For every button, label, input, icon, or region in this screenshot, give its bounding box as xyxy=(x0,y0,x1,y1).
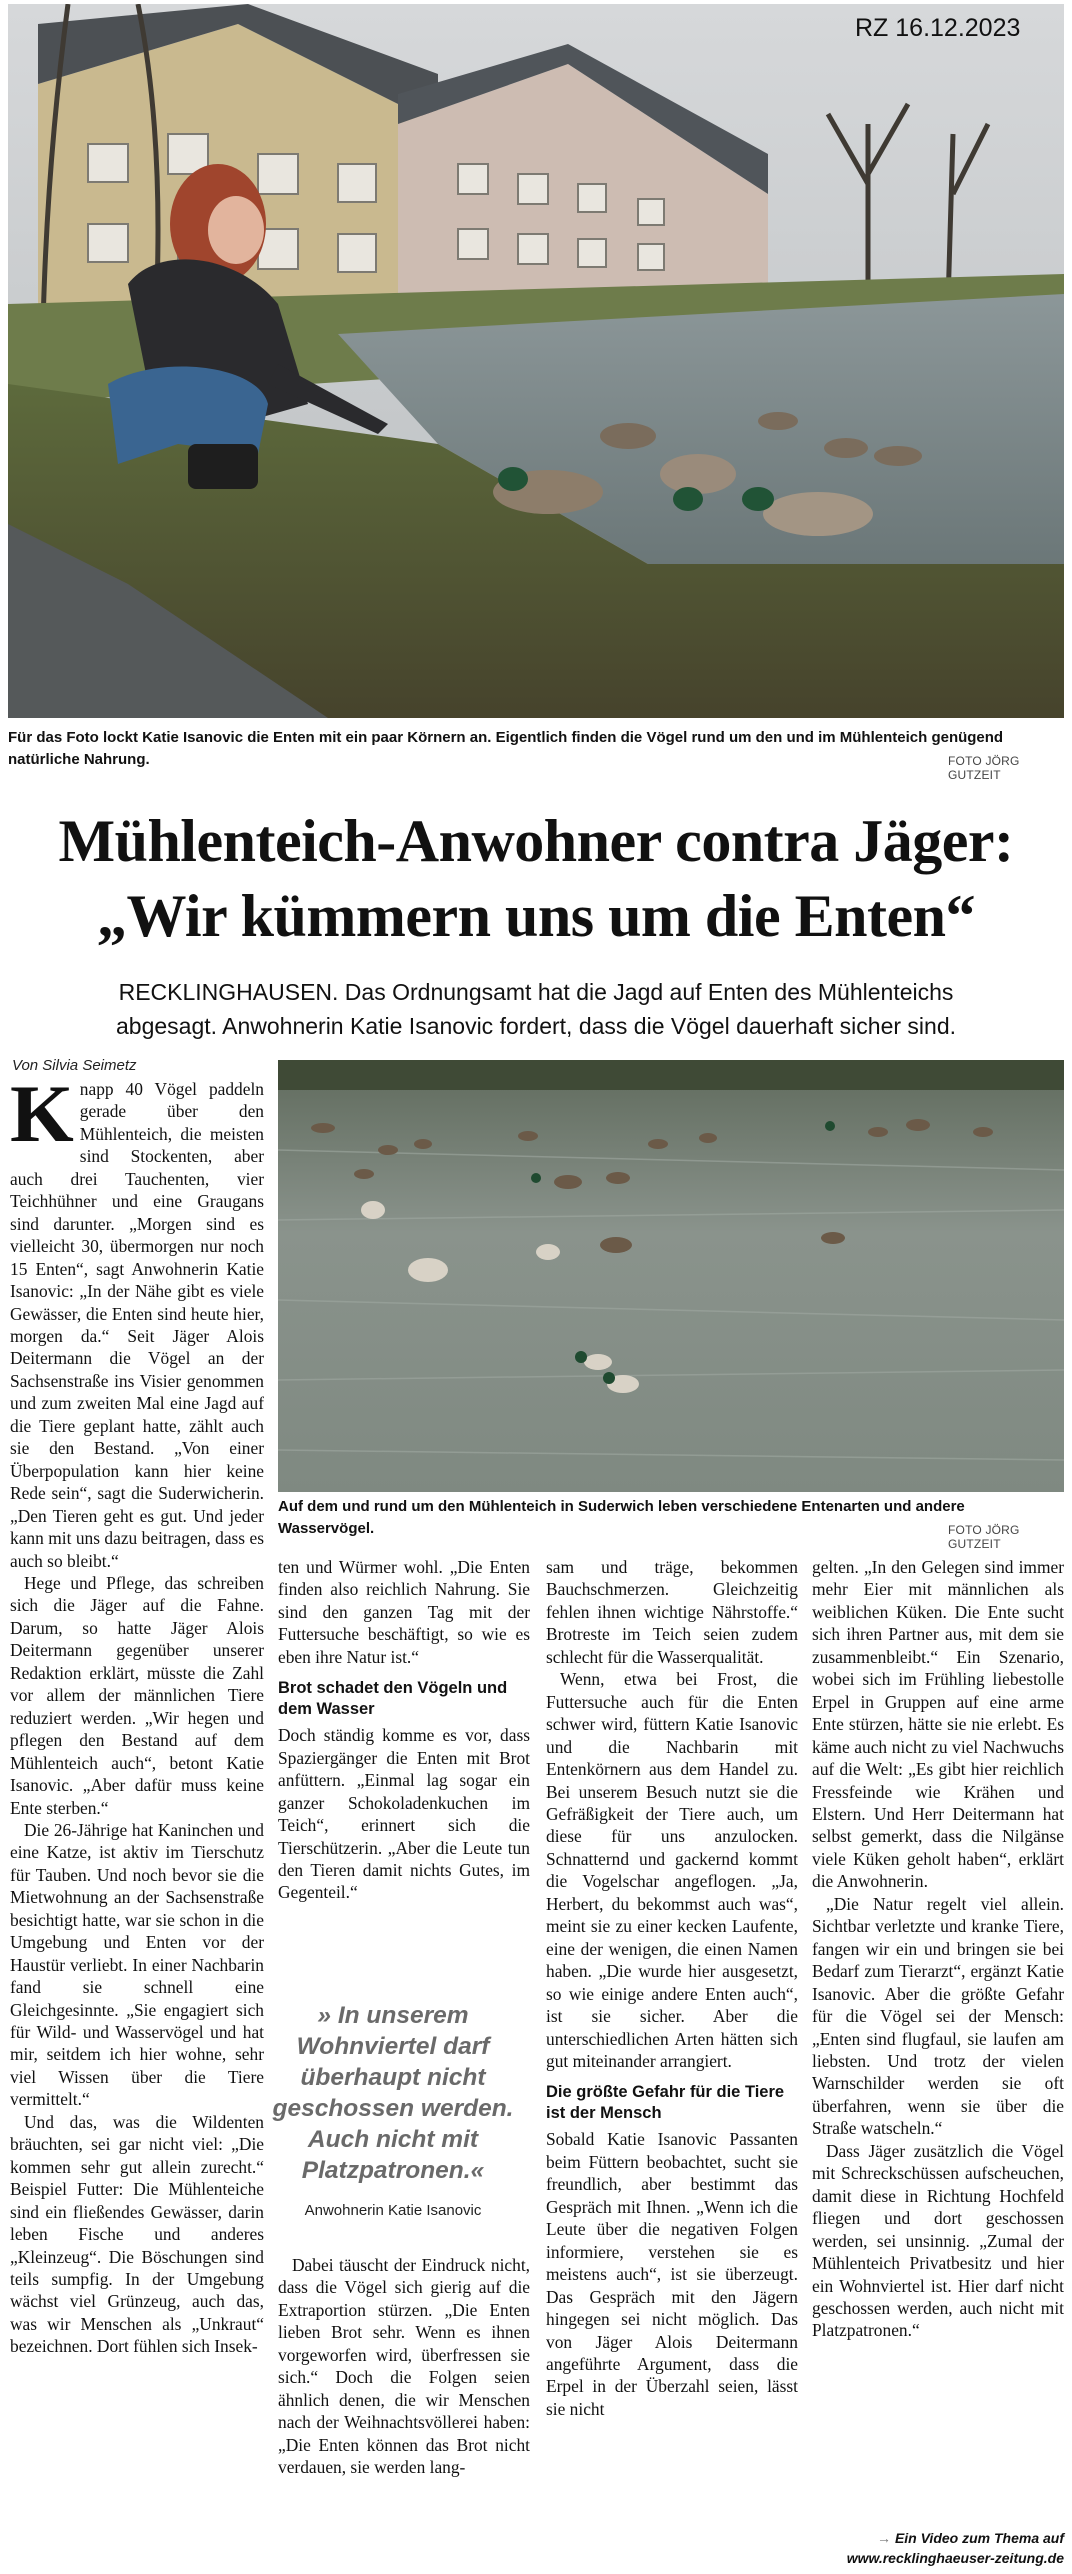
col4-paragraph-2: „Die Natur regelt viel allein. Sichtbar verletzte und kranke Tiere, fangen wir ein und bringen sie bei Bedarf zum Tierarzt“, ergänzt Katie Isanovic. Aber die größte Gefahr für die Vögel sei der Mensch: „Enten sind flugfaul, sie laufen am liebsten. Und trotz der vielen Warnschilder werden sie oft überfahren, wenn sie über die Straße watscheln.“ xyxy=(812,1893,1064,2139)
col1-paragraph-2: Hege und Pflege, das schreiben sich die Jäger auf die Fahne. Darum, so hatte Jäger Alois Deitermann gegenüber unserer Redaktion erklärt, müsste die Zahl vor allem der männlichen Tiere reduziert werden. „Wir hegen und pflegen den Bestand auf dem Mühlenteich auch“, betont Katie Isanovic. „Aber dafür muss keine Ente sterben.“ xyxy=(10,1572,264,1818)
pull-quote-attribution: Anwohnerin Katie Isanovic xyxy=(304,2202,482,2219)
col1-paragraph-3: Die 26-Jährige hat Kaninchen und eine Katze, ist aktiv im Tierschutz für Tauben. Und noch bevor sie die Mietwohnung an der Sachsenstraße besichtigt hatte, war sie schon in die Umgebung und Enten vor der Haustür verliebt. In einer Nachbarin fand sie schnell eine Gleichgesinnte. „Sie engagiert sich für Wild- und Wasservögel und hat mir, seitdem ich hier wohne, sehr viel Wissen über die Tiere vermittelt.“ xyxy=(10,1819,264,2110)
photo1-caption: Für das Foto lockt Katie Isanovic die Enten mit ein paar Körnern an. Eigentlich finden die Vögel rund um den und im Mühlenteich genügend natürliche Nahrung. xyxy=(8,729,1004,768)
col4-paragraph-1: gelten. „In den Gelegen sind immer mehr Eier mit männlichen als weiblichen Küken. Die Ente sucht sich ihren Partner aus, mit dem sie zusammenbleibt.“ Ein Szenario, wobei sich im Frühling liebestolle Erpel in Gruppen auf eine arme Ente stürzen, hätte sie nie erlebt. Es käme auch nicht zu viel Nachwuchs auf die Welt: „Es gibt hier reichlich Fressfeinde wie Krähen und Elstern. Und Herr Deitermann hat selbst gemerkt, dass die Nilgänse viele Küken geholt haben“, erklärt die Anwohnerin. xyxy=(812,1557,1064,1892)
col2-subheading: Brot schadet den Vögeln und dem Wasser xyxy=(278,1679,508,1719)
pull-quote xyxy=(272,2000,514,2219)
photo-illustration xyxy=(8,4,1064,718)
col3-paragraph-2: Wenn, etwa bei Frost, die Futtersuche auch für die Enten schwer wird, füttern Katie Isanovic und die Nachbarin mit Entenkörnern aus dem Handel zu. Bei unserem Besuch nutzt sie die Gefräßigkeit der Tiere auch, um diese für uns anzulocken. Schnatternd und gackernd kommt die Vogelschar angeflogen. „Ja, Herbert, du bekommst auch was“, meint sie zu einer kecken Laufente, eine der wenigen, die einen Namen haben. „Die wurde hier ausgesetzt, so wie einige andere Enten auch“, ist sie sicher. Aber die unterschiedlichen Arten hätten sich gut miteinander arrangiert. xyxy=(546,1669,798,2071)
col2-paragraph-1: ten und Würmer wohl. „Die Enten finden also reichlich Nahrung. Sie sind den ganzen Tag mit der Futtersuche beschäftigt, so wie es eben ihre Natur ist.“ xyxy=(278,1557,530,1667)
photo2-caption: Auf dem und rund um den Mühlenteich in Suderwich leben verschiedene Entenarten und andere Wasservögel. xyxy=(278,1498,965,1537)
article-column-2-bottom xyxy=(278,2254,530,2572)
headline-line-1: Mühlenteich-Anwohner contra Jäger: xyxy=(58,808,1014,874)
col2-paragraph-2: Doch ständig komme es vor, dass Spaziergänger die Enten mit Brot anfüttern. „Einmal lag sogar ein ganzer Schokoladenkuchen im Teich“, erinnert sich die Tierschützerin. „Aber die Leute tun den Tieren damit nichts Gutes, im Gegenteil.“ xyxy=(278,1725,530,1903)
byline: Von Silvia Seimetz xyxy=(12,1057,137,1074)
col3-paragraph-1: sam und träge, bekommen Bauchschmerzen. Gleichzeitig fehlen ihnen wichtige Nährstoffe.“ Brotreste im Teich seien zudem schlecht für die Wasserqualität. xyxy=(546,1557,798,1667)
arrow-right-icon: → xyxy=(877,2530,895,2546)
col3-paragraph-3: Sobald Katie Isanovic Passanten beim Füttern beobachtet, sucht sie freundlich, aber bestimmt das Gespräch mit Ihnen. „Wenn ich die Leute über die negativen Folgen informiere, verstehen sie es meistens auch“, ist sie überzeugt. Das Gespräch mit den Jägern hingegen sei nicht möglich. Das von Jäger Alois Deitermann angeführte Argument, dass die Erpel in der Überzahl seien, lässt sie nicht xyxy=(546,2129,798,2419)
lead-line-2: abgesagt. Anwohnerin Katie Isanovic fordert, dass die Vögel dauerhaft sicher sind. xyxy=(115,1013,957,1039)
article-column-3 xyxy=(546,1556,798,2572)
photo2-illustration xyxy=(278,1060,1064,1492)
photo2-credit: FOTO JÖRG GUTZEIT xyxy=(948,1523,1020,1551)
lead-line-1: RECKLINGHAUSEN. Das Ordnungsamt hat die Jagd auf Enten des Mühlenteichs xyxy=(118,979,954,1005)
col3-subheading: Die größte Gefahr für die Tiere ist der Mensch xyxy=(546,2083,785,2123)
article-column-2 xyxy=(278,1556,530,1988)
teaser-line-1: Ein Video zum Thema auf xyxy=(894,2530,1064,2546)
article-column-1 xyxy=(10,1078,264,2572)
headline-line-2: „Wir kümmern uns um die Enten“ xyxy=(97,883,975,949)
teaser-url[interactable]: www.recklinghaeuser-zeitung.de xyxy=(846,2550,1064,2566)
col1-paragraph-1: napp 40 Vögel paddeln gerade über den Mühlenteich, die meisten sind Stockenten, aber auch drei Tauchenten, vier Teichhühner und eine Graugans sind darunter. „Morgen sind es vielleicht 30, übermorgen nur noch 15 Enten“, sagt Anwohnerin Katie Isanovic: „In der Nähe gibt es viele Gewässer, die Enten sind heute hier, morgen da.“ Seit Jäger Alois Deitermann die Vögel an der Sachsenstraße ins Visier genommen und zum zweiten Mal eine Jagd auf die Tiere geplant hatte, zählt auch sie den Bestand. „Von einer Überpopulation kann hier keine Rede sein“, sagt die Suderwicherin. „Den Tieren geht es gut. Und jeder kann mit uns dazu beitragen, dass es auch so bleibt.“ xyxy=(10,1079,264,1571)
col4-paragraph-3: Dass Jäger zusätzlich die Vögel mit Schreckschüssen aufscheuchen, damit diese in Richtung Hochfeld fliegen und dort geschossen werden, sei unsinnig. „Zumal der Mühlenteich Privatbesitz und hier ein Wohnviertel ist. Hier darf nicht geschossen werden, auch nicht mit Platzpatronen.“ xyxy=(812,2140,1064,2341)
video-teaser xyxy=(780,2528,1064,2568)
dropcap: K xyxy=(10,1078,74,1159)
col1-paragraph-4: Und das, was die Wildenten bräuchten, sei gar nicht viel: „Die kommen sehr gut allein zurecht.“ Beispiel Futter: Die Mühlenteiche sind ein fließendes Gewässer, darin leben Fische und anderes „Kleinzeug“. Die Böschungen sind teils sumpfig. In der Umgebung wächst viel Grünzeug, auch das, was wir Menschen als „Unkraut“ bezeichnen. Dort fühlen sich Insek- xyxy=(10,2111,264,2357)
pull-quote-text: » In unserem Wohnviertel darf überhaupt nicht geschossen werden. Auch nicht mit Platzpatronen.« xyxy=(272,2002,514,2184)
photo1-credit: FOTO JÖRG GUTZEIT xyxy=(948,754,1020,782)
article-column-4 xyxy=(812,1556,1064,2524)
col2-paragraph-3: Dabei täuscht der Eindruck nicht, dass die Vögel sich gierig auf die Extraportion stürzen. „Die Enten lieben Brot sehr. Wenn es ihnen vorgeworfen wird, überfressen sie sich.“ Doch die Folgen seien ähnlich denen, die wir Menschen nach der Weihnachtsvöllerei haben: „Die Enten können das Brot nicht verdauen, sie werden lang- xyxy=(278,2255,530,2478)
newspaper-date-stamp: RZ 16.12.2023 xyxy=(855,14,1021,42)
photo-woman-feeding-ducks xyxy=(8,4,1064,718)
photo-pond-ducks xyxy=(278,1060,1064,1492)
